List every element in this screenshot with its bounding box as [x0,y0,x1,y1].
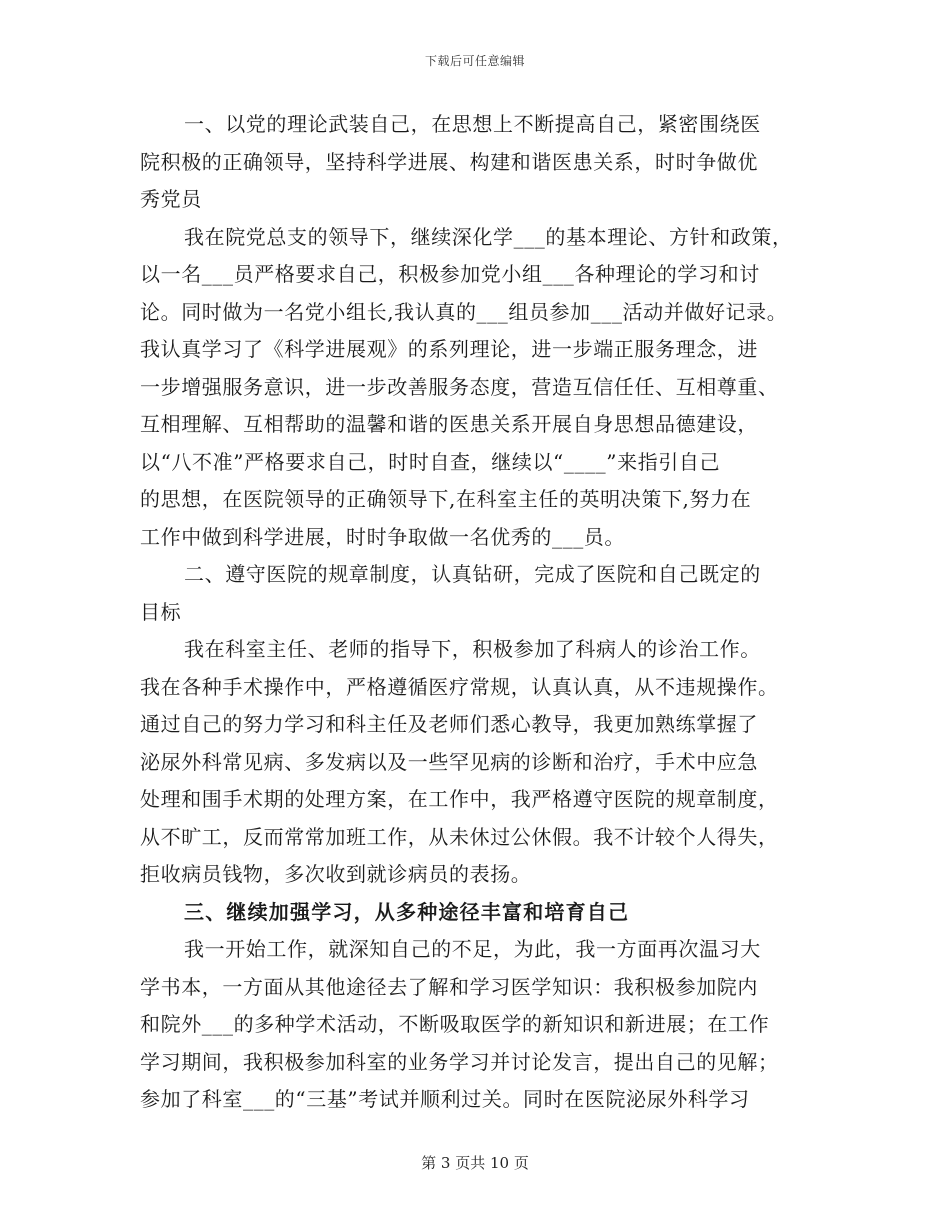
text-line: 拒收病员钱物，多次收到就诊病员的表扬。 [140,862,532,886]
text-line: 目标 [140,599,182,624]
text-line: 以一名___员严格要求自己，积极参加党小组___各种理论的学习和讨 [140,262,760,286]
text-line: 我在各种手术操作中，严格遵循医疗常规，认真认真，从不违规操作。 [140,674,779,699]
text-line: 学习期间，我积极参加科室的业务学习并讨论发言，提出自己的见解； [140,1049,779,1074]
text-line: 秀党员 [140,187,202,211]
section-heading-3: 三、继续加强学习，从多种途径丰富和培育自己 [184,899,630,924]
text-line: 以“八不准”严格要求自己，时时自查，继续以“____”来指引自己 [140,449,721,474]
text-line: 一步增强服务意识，进一步改善服务态度，营造互信任任、互相尊重、 [140,374,779,399]
text-line: 泌尿外科常见病、多发病以及一些罕见病的诊断和治疗，手术中应急 [140,749,758,774]
document-body [140,106,820,1119]
text-line: 院积极的正确领导，坚持科学进展、构建和谐医患关系，时时争做优 [140,149,758,174]
page-footer: 第 3 页共 10 页 [421,1154,529,1172]
text-line: 从不旷工，反而常常加班工作，从未休过公休假。我不计较个人得失， [140,824,779,849]
paragraph-start: 我在科室主任、老师的指导下，积极参加了科病人的诊治工作。 [184,637,761,661]
text-line: 处理和围手术期的处理方案，在工作中，我严格遵守医院的规章制度， [140,787,779,811]
paragraph-start: 我一开始工作，就深知自己的不足，为此，我一方面再次温习大 [184,937,761,961]
text-line: 的思想，在医院领导的正确领导下,在科室主任的英明决策下,努力在 [140,487,752,511]
section-heading-1: 一、以党的理论武装自己，在思想上不断提高自己，紧密围绕医 [184,112,761,136]
text-line: 我认真学习了《科学进展观》的系列理论，进一步端正服务理念，进 [140,337,758,361]
text-line: 通过自己的努力学习和科主任及老师们悉心教导，我更加熟练掌握了 [140,712,758,736]
text-line: 学书本，一方面从其他途径去了解和学习医学知识：我积极参加院内 [140,974,758,999]
text-line: 互相理解、互相帮助的温馨和谐的医患关系开展自身思想品德建设， [140,412,758,436]
page-header: 下载后可任意编辑 [424,54,525,68]
section-heading-2: 二、遵守医院的规章制度，认真钻研，完成了医院和自己既定的 [184,562,761,586]
text-line: 论。同时做为一名党小组长,我认真的___组员参加___活动并做好记录。 [140,299,788,324]
text-line: 工作中做到科学进展，时时争取做一名优秀的___员。 [140,524,625,549]
text-line: 参加了科室___的“三基”考试并顺利过关。同时在医院泌尿外科学习 [140,1087,750,1111]
paragraph-start: 我在院党总支的领导下，继续深化学___的基本理论、方针和政策， [184,224,793,249]
text-line: 和院外___的多种学术活动，不断吸取医学的新知识和新进展；在工作 [140,1012,770,1036]
